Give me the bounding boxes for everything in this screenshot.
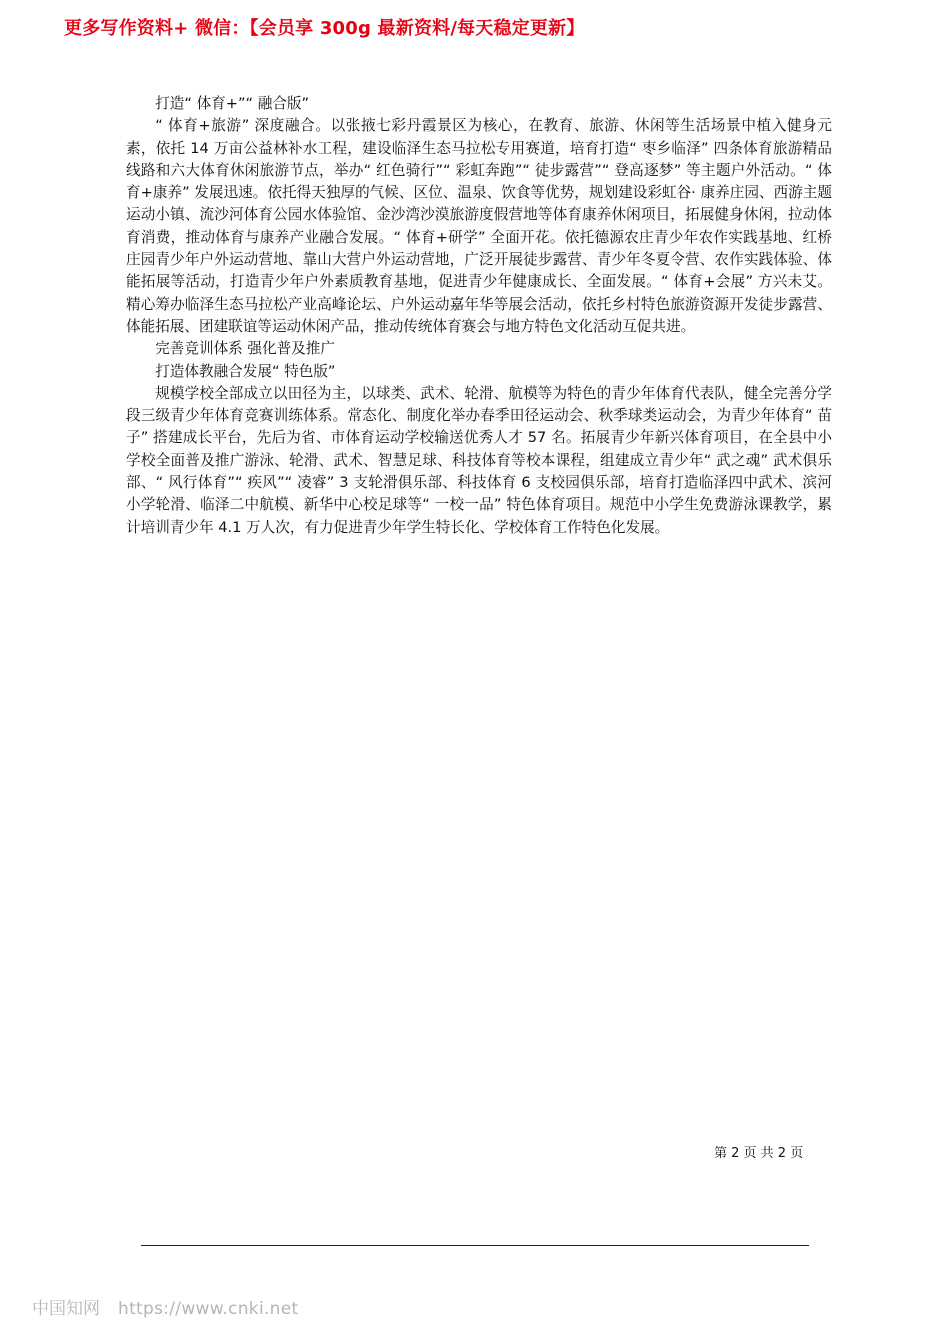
section-subheading: 打造体教融合发展“ 特色版” <box>155 362 336 380</box>
cnki-watermark <box>32 1294 298 1319</box>
body-paragraph: 规模学校全部成立以田径为主，以球类、武术、轮滑、航模等为特色的青少年体育代表队，健全完善分学段三级青少年体育竞赛训练体系。常态化、制度化举办春季田径运动会、秋季球类运动会，为青少年体育“ 苗子” 搭建成长平台，先后为省、市体育运动学校输送优秀人才 57 名。拓展青少年新兴体育项目，在全县中小学校全面普及推广游泳、轮滑、武术、智慧足球、科技体育等校本课程，组建成立青少年“ 武之魂” 武术俱乐部、“ 风行体育”“ 疾风”“ 凌睿” 3 支轮滑俱乐部、科技体育 6 支校园俱乐部，培育打造临泽四中武术、滨河小学轮滑、临泽二中航模、新华中心校足球等“ 一校一品” 特色体育项目。规范中小学生免费游泳课教学，累计培训青少年 4.1 万人次，有力促进青少年学生特长化、学校体育工作特色化发展。 <box>126 384 832 536</box>
body-paragraph: “ 体育+旅游” 深度融合。以张掖七彩丹霞景区为核心，在教育、旅游、休闲等生活场景中植入健身元素，依托 14 万亩公益林补水工程，建设临泽生态马拉松专用赛道，培育打造“ 枣乡临泽” 四条体育旅游精品线路和六大体育休闲旅游节点，举办“ 红色骑行”“ 彩虹奔跑”“ 徒步露营”“ 登高逐梦” 等主题户外活动。“ 体育+康养” 发展迅速。依托得天独厚的气候、区位、温泉、饮食等优势，规划建设彩虹谷· 康养庄园、西游主题运动小镇、流沙河体育公园水体验馆、金沙湾沙漠旅游度假营地等体育康养休闲项目，拓展健身休闲，拉动体育消费，推动体育与康养产业融合发展。“ 体育+研学” 全面开花。依托德源农庄青少年农作实践基地、红桥庄园青少年户外运动营地、靠山大营户外运动营地，广泛开展徒步露营、青少年冬夏令营、农作实践体验、体能拓展等活动，打造青少年户外素质教育基地，促进青少年健康成长、全面发展。“ 体育+会展” 方兴未艾。精心筹办临泽生态马拉松产业高峰论坛、户外运动嘉年华等展会活动，依托乡村特色旅游资源开发徒步露营、体能拓展、团建联谊等运动休闲产品，推动传统体育赛会与地方特色文化活动互促共进。 <box>126 117 832 335</box>
watermark-url: https://www.cnki.net <box>118 1299 299 1319</box>
footer-divider <box>141 1245 809 1246</box>
section-heading: 打造“ 体育+”“ 融合版” <box>155 95 310 112</box>
page-number: 第 2 页 共 2 页 <box>714 1146 804 1161</box>
watermark-site-name: 中国知网 <box>32 1299 100 1319</box>
document-body <box>126 93 832 539</box>
section-heading: 完善竞训体系 强化普及推广 <box>155 340 335 358</box>
promo-banner: 更多写作资料+ 微信：【会员享 300g 最新资料/每天稳定更新】 <box>64 18 585 39</box>
